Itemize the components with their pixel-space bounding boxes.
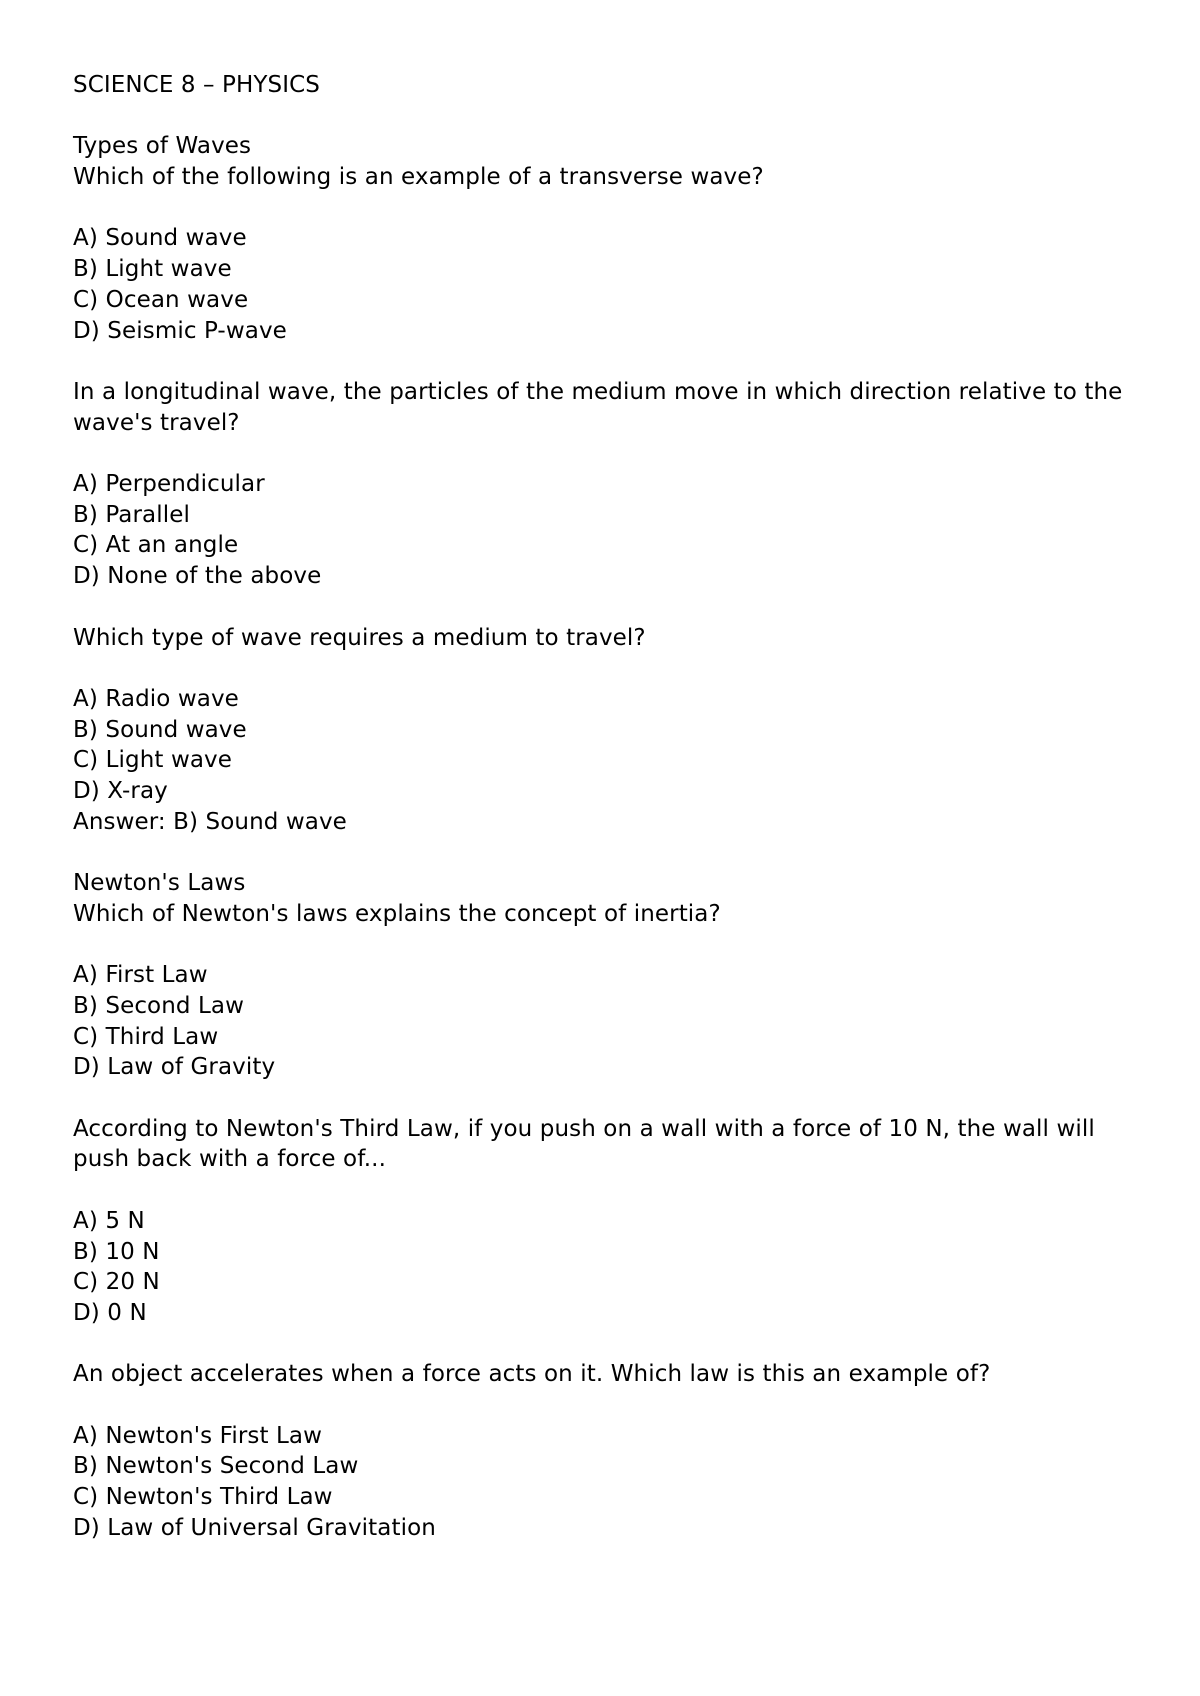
document-title: SCIENCE 8 – PHYSICS — [73, 72, 320, 98]
spacer — [73, 930, 1133, 961]
spacer — [73, 837, 1133, 868]
question-3-option-c: C) Light wave — [73, 747, 233, 774]
question-2-option-d: D) None of the above — [73, 563, 322, 590]
spacer — [73, 101, 1133, 132]
question-4-option-b: B) Second Law — [73, 992, 245, 1019]
document-body — [73, 70, 1133, 1544]
question-6-option-b: B) Newton's Second Law — [73, 1453, 359, 1480]
question-1-option-a: A) Sound wave — [73, 225, 247, 252]
question-3-answer: Answer: B) Sound wave — [73, 808, 347, 835]
question-5-option-c: C) 20 N — [73, 1269, 160, 1296]
question-6-text: An object accelerates when a force acts on it. Which law is this an example of? — [73, 1361, 991, 1388]
section-heading-waves: Types of Waves — [73, 133, 252, 160]
question-5-option-b: B) 10 N — [73, 1238, 160, 1265]
question-1-text: Which of the following is an example of a transverse wave? — [73, 164, 764, 191]
spacer — [73, 592, 1133, 623]
question-3-text: Which type of wave requires a medium to travel? — [73, 624, 646, 651]
question-1-option-d: D) Seismic P-wave — [73, 317, 287, 344]
spacer — [73, 653, 1133, 684]
question-2-text: In a longitudinal wave, the particles of the medium move in which direction relative to the wave's travel? — [73, 378, 1130, 436]
question-6-option-d: D) Law of Universal Gravitation — [73, 1514, 436, 1541]
question-2-option-b: B) Parallel — [73, 501, 190, 528]
question-3-option-b: B) Sound wave — [73, 716, 247, 743]
question-6-option-a: A) Newton's First Law — [73, 1422, 323, 1449]
question-2-option-c: C) At an angle — [73, 532, 239, 559]
spacer — [73, 1083, 1133, 1114]
question-1-option-b: B) Light wave — [73, 256, 232, 283]
question-4-text: Which of Newton's laws explains the concept of inertia? — [73, 900, 721, 927]
question-1-option-c: C) Ocean wave — [73, 286, 249, 313]
question-4-option-d: D) Law of Gravity — [73, 1054, 276, 1081]
spacer — [73, 1175, 1133, 1206]
section-heading-newtons-laws: Newton's Laws — [73, 870, 246, 897]
question-5-option-a: A) 5 N — [73, 1207, 145, 1234]
spacer — [73, 346, 1133, 377]
spacer — [73, 1329, 1133, 1360]
question-4-option-c: C) Third Law — [73, 1023, 219, 1050]
question-5-option-d: D) 0 N — [73, 1299, 147, 1326]
spacer — [73, 438, 1133, 469]
question-2-option-a: A) Perpendicular — [73, 471, 265, 498]
question-5-text: According to Newton's Third Law, if you push on a wall with a force of 10 N, the wall will push back with a force of... — [73, 1115, 1103, 1173]
spacer — [73, 193, 1133, 224]
question-6-option-c: C) Newton's Third Law — [73, 1484, 333, 1511]
spacer — [73, 1390, 1133, 1421]
question-4-option-a: A) First Law — [73, 962, 208, 989]
question-3-option-a: A) Radio wave — [73, 685, 239, 712]
question-3-option-d: D) X-ray — [73, 778, 168, 805]
